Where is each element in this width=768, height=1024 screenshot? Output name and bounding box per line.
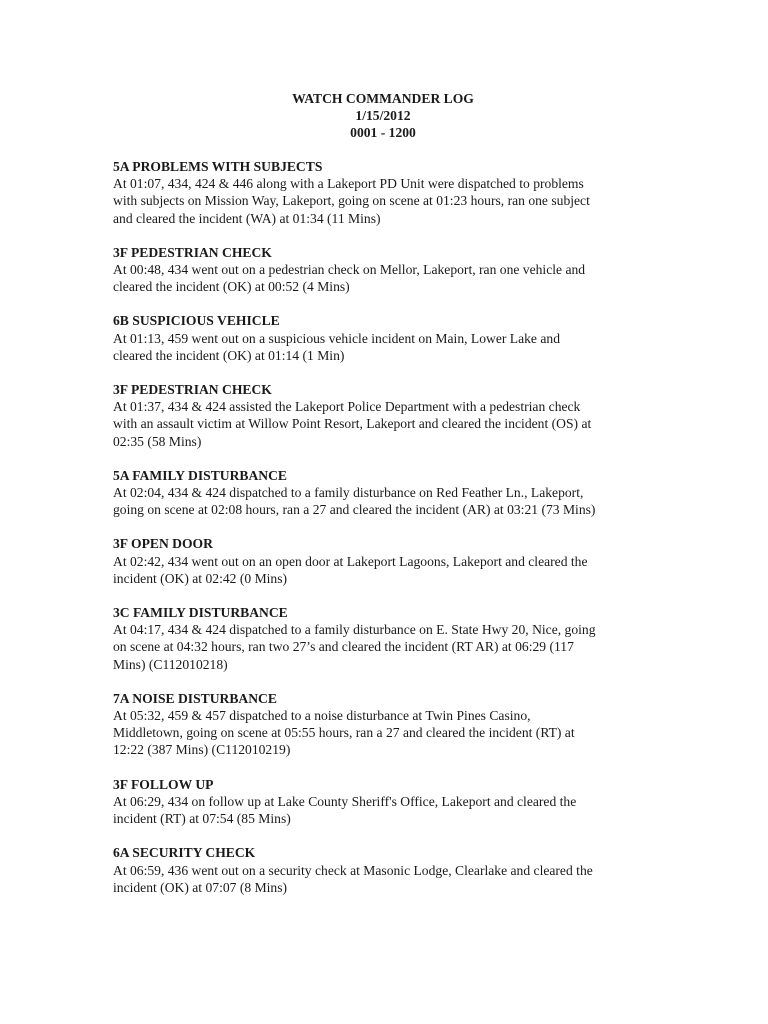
log-entry — [113, 535, 653, 587]
entry-title: 6B SUSPICIOUS VEHICLE — [113, 313, 280, 329]
log-title: WATCH COMMANDER LOG — [292, 91, 474, 106]
entry-title: 3F PEDESTRIAN CHECK — [113, 244, 272, 260]
log-header — [113, 90, 653, 141]
log-entry — [113, 244, 653, 296]
entry-text — [113, 330, 653, 364]
log-date: 1/15/2012 — [355, 108, 411, 123]
entry-text-line: incident (RT) at 07:54 (85 Mins) — [113, 811, 291, 827]
document-page — [113, 90, 653, 913]
entry-text — [113, 398, 653, 450]
entry-title: 5A PROBLEMS WITH SUBJECTS — [113, 159, 323, 174]
log-entry — [113, 467, 653, 519]
entry-title: 7A NOISE DISTURBANCE — [113, 690, 277, 706]
entry-text — [113, 793, 653, 827]
entry-text-line: At 02:04, 434 & 424 dispatched to a family disturbance on Red Feather Ln., Lakeport, — [113, 485, 584, 501]
entry-text-line: with subjects on Mission Way, Lakeport, going on scene at 01:23 hours, ran one subject — [113, 193, 590, 209]
entry-text-line: Middletown, going on scene at 05:55 hours, ran a 27 and cleared the incident (RT) at — [113, 725, 575, 741]
entry-text-line: At 06:59, 436 went out on a security check at Masonic Lodge, Clearlake and cleared the — [113, 862, 593, 878]
entry-title: 6A SECURITY CHECK — [113, 845, 256, 861]
entry-text-line: cleared the incident (OK) at 01:14 (1 Min) — [113, 347, 345, 363]
log-entry — [113, 776, 653, 828]
log-entries — [113, 158, 653, 896]
entry-text-line: At 01:13, 459 went out on a suspicious vehicle incident on Main, Lower Lake and — [113, 330, 560, 346]
entry-text — [113, 862, 653, 896]
entry-text — [113, 175, 653, 227]
entry-title: 3C FAMILY DISTURBANCE — [113, 605, 288, 621]
log-entry — [113, 312, 653, 364]
entry-text-line: and cleared the incident (WA) at 01:34 (11 Mins) — [113, 210, 381, 226]
entry-text-line: 12:22 (387 Mins) (C112010219) — [113, 742, 291, 758]
entry-text — [113, 621, 653, 673]
log-entry — [113, 604, 653, 673]
log-entry — [113, 690, 653, 759]
entry-text-line: with an assault victim at Willow Point Resort, Lakeport and cleared the incident (OS) at — [113, 416, 592, 432]
log-entry — [113, 381, 653, 450]
log-entry — [113, 158, 653, 227]
entry-text-line: At 04:17, 434 & 424 dispatched to a family disturbance on E. State Hwy 20, Nice, going — [113, 622, 596, 638]
entry-text-line: going on scene at 02:08 hours, ran a 27 and cleared the incident (AR) at 03:21 (73 Mins) — [113, 502, 596, 518]
entry-title: 3F PEDESTRIAN CHECK — [113, 382, 272, 398]
entry-text-line: incident (OK) at 02:42 (0 Mins) — [113, 570, 288, 586]
entry-text-line: At 06:29, 434 on follow up at Lake County Sheriff's Office, Lakeport and cleared the — [113, 793, 577, 809]
entry-text-line: At 01:07, 434, 424 & 446 along with a Lakeport PD Unit were dispatched to problems — [113, 176, 584, 192]
entry-text — [113, 484, 653, 518]
entry-title: 3F OPEN DOOR — [113, 536, 213, 552]
entry-text-line: on scene at 04:32 hours, ran two 27’s and cleared the incident (RT AR) at 06:29 (117 — [113, 639, 574, 655]
entry-text-line: At 01:37, 434 & 424 assisted the Lakeport Police Department with a pedestrian check — [113, 399, 581, 415]
entry-text-line: incident (OK) at 07:07 (8 Mins) — [113, 879, 288, 895]
entry-title: 3F FOLLOW UP — [113, 776, 214, 792]
entry-title: 5A FAMILY DISTURBANCE — [113, 467, 287, 483]
entry-text — [113, 553, 653, 587]
entry-text — [113, 261, 653, 295]
entry-text-line: At 00:48, 434 went out on a pedestrian check on Mellor, Lakeport, ran one vehicle and — [113, 262, 586, 278]
entry-text-line: Mins) (C112010218) — [113, 656, 228, 672]
log-time-range: 0001 - 1200 — [350, 125, 416, 140]
entry-text-line: At 02:42, 434 went out on an open door at Lakeport Lagoons, Lakeport and cleared the — [113, 553, 588, 569]
entry-text — [113, 707, 653, 759]
entry-text-line: cleared the incident (OK) at 00:52 (4 Mins) — [113, 279, 350, 295]
entry-text-line: At 05:32, 459 & 457 dispatched to a noise disturbance at Twin Pines Casino, — [113, 708, 531, 724]
entry-text-line: 02:35 (58 Mins) — [113, 433, 202, 449]
log-entry — [113, 844, 653, 896]
